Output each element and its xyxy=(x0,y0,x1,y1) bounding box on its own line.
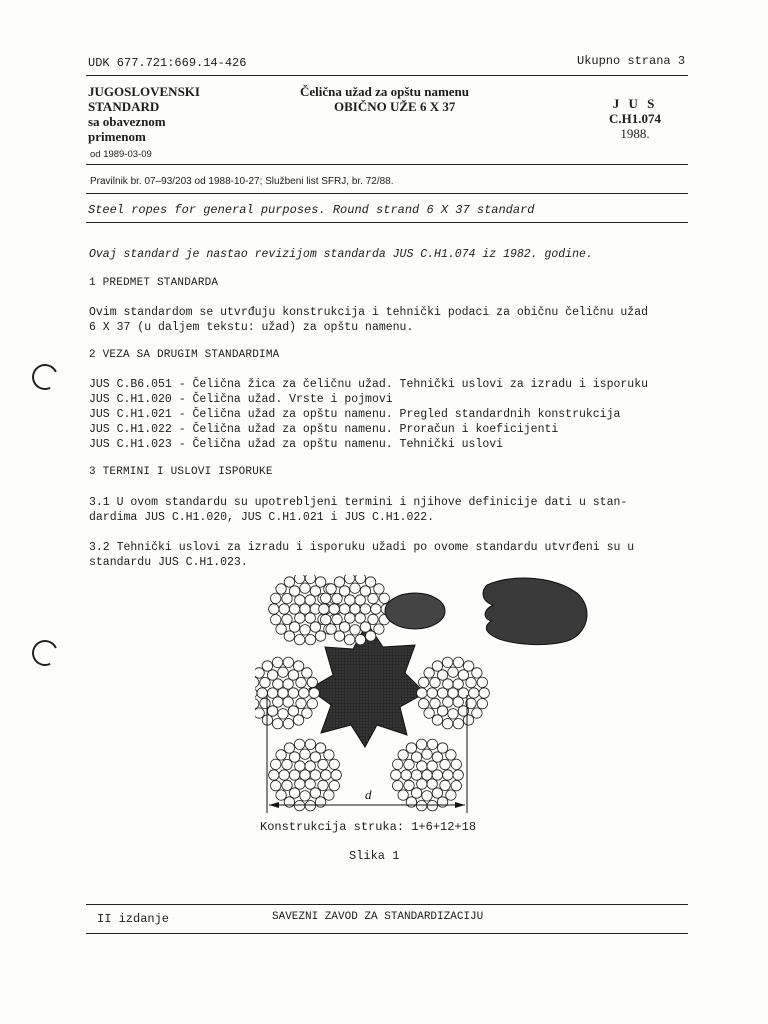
wire xyxy=(315,743,325,753)
wire xyxy=(419,699,429,709)
figure-caption: Slika 1 xyxy=(349,849,400,863)
wire xyxy=(300,625,310,635)
regulation-reference: Pravilnik br. 07–93/203 od 1988-10-27; Službeni list SFRJ, br. 72/88. xyxy=(90,176,394,187)
wire xyxy=(419,677,429,687)
wire xyxy=(309,688,319,698)
wire xyxy=(276,750,286,760)
wire xyxy=(477,677,487,687)
wire xyxy=(321,770,331,780)
dimension-arrow-left xyxy=(269,802,279,808)
wire xyxy=(437,743,447,753)
footer-top-rule xyxy=(86,904,688,905)
institute-name: SAVEZNI ZAVOD ZA STANDARDIZACIJU xyxy=(272,911,484,923)
wire xyxy=(446,750,456,760)
wire xyxy=(401,770,411,780)
footer-bottom-rule xyxy=(86,933,688,934)
wire xyxy=(284,743,294,753)
wire xyxy=(278,667,288,677)
strand xyxy=(269,739,342,811)
wire xyxy=(276,790,286,800)
section-3-heading: 3 TERMINI I USLOVI ISPORUKE xyxy=(89,466,273,478)
wire xyxy=(443,770,453,780)
wire xyxy=(321,615,331,625)
wire xyxy=(442,657,452,667)
wire xyxy=(334,577,344,587)
wire xyxy=(299,688,309,698)
wire xyxy=(427,739,437,749)
wire xyxy=(324,790,334,800)
issuer-line: sa obaveznom xyxy=(88,114,166,129)
wire xyxy=(305,635,315,645)
wire xyxy=(260,698,270,708)
header-mid-rule xyxy=(86,164,688,165)
section-1-heading: 1 PREDMET STANDARDA xyxy=(89,277,219,289)
effective-date: od 1989-03-09 xyxy=(90,149,152,160)
paragraph-line: 6 X 37 (u daljem tekstu: užad) za opštu namenu. xyxy=(89,321,414,334)
wire xyxy=(442,719,452,729)
wire xyxy=(278,709,288,719)
section-2-heading: 2 VEZA SA DRUGIM STANDARDIMA xyxy=(89,349,280,361)
wire xyxy=(479,688,489,698)
wire xyxy=(329,604,339,614)
wire xyxy=(279,770,289,780)
detached-strand xyxy=(385,593,445,629)
paragraph-line: 3.1 U ovom standardu su upotrebljeni termini i njihove definicije dati u stan- xyxy=(89,496,628,509)
wire xyxy=(255,708,264,718)
wire xyxy=(424,708,434,718)
reference-item: JUS C.H1.022 - Čelična užad za opštu namenu. Proračun i koeficijenti xyxy=(89,423,559,436)
paragraph-line: dardima JUS C.H1.020, JUS C.H1.021 i JUS C.H1.022. xyxy=(89,511,435,524)
title-line-2: OBIČNO UŽE 6 X 37 xyxy=(334,99,456,114)
wire xyxy=(477,699,487,709)
fiber-core xyxy=(309,623,425,747)
wire xyxy=(271,759,281,769)
total-pages: Ukupno strana 3 xyxy=(577,54,686,68)
wire xyxy=(318,759,328,769)
wire xyxy=(305,575,315,584)
wire xyxy=(271,593,281,603)
wire xyxy=(463,661,473,671)
wire xyxy=(393,781,403,791)
wire xyxy=(283,719,293,729)
wire xyxy=(300,583,310,593)
code-line: C.H1.074 xyxy=(609,111,661,126)
wire xyxy=(269,770,279,780)
wire xyxy=(305,739,315,749)
wire xyxy=(296,698,306,708)
paragraph-line: 3.2 Tehnički uslovi za izradu i isporuku užadi po ovome standardu utvrđeni su u xyxy=(89,541,635,554)
wire xyxy=(448,709,458,719)
wire xyxy=(453,770,463,780)
wire xyxy=(300,791,310,801)
wire xyxy=(282,780,292,790)
wire xyxy=(437,797,447,807)
wire xyxy=(300,749,310,759)
wire xyxy=(355,575,365,584)
header-rule-2 xyxy=(86,193,688,194)
wire xyxy=(321,593,331,603)
wire xyxy=(319,604,329,614)
wire xyxy=(404,759,414,769)
wire xyxy=(294,801,304,811)
wire xyxy=(398,750,408,760)
wire xyxy=(422,791,432,801)
wire xyxy=(293,715,303,725)
section-1-text xyxy=(89,305,648,335)
paragraph-3-2 xyxy=(89,540,634,570)
wire xyxy=(260,677,270,687)
wire xyxy=(315,631,325,641)
wire xyxy=(318,780,328,790)
wire xyxy=(294,635,304,645)
wire xyxy=(453,657,463,667)
wire xyxy=(293,661,303,671)
wire xyxy=(350,625,360,635)
wire xyxy=(282,614,292,624)
wire xyxy=(466,677,476,687)
wire xyxy=(282,593,292,603)
reference-item: JUS C.B6.051 - Čelična žica za čeličnu užad. Tehnički uslovi za izradu i isporuku xyxy=(89,378,648,391)
wire xyxy=(307,677,317,687)
wire xyxy=(284,577,294,587)
wire xyxy=(305,801,315,811)
reference-item: JUS C.H1.020 - Čelična užad. Vrste i pojmovi xyxy=(89,393,393,406)
wire xyxy=(255,688,257,698)
dimension-label: d xyxy=(365,787,372,802)
wire xyxy=(446,790,456,800)
edition: II izdanje xyxy=(97,912,170,926)
wire xyxy=(463,715,473,725)
rope-cross-section-figure xyxy=(255,575,605,815)
wire xyxy=(332,614,342,624)
wire xyxy=(416,739,426,749)
wire xyxy=(331,770,341,780)
wire xyxy=(424,668,434,678)
wire xyxy=(430,677,440,687)
wire xyxy=(284,797,294,807)
issuer-line: JUGOSLOVENSKI xyxy=(88,84,200,99)
wire xyxy=(326,624,336,634)
wire xyxy=(302,668,312,678)
wire xyxy=(365,577,375,587)
wire xyxy=(451,781,461,791)
reference-item: JUS C.H1.023 - Čelična užad za opštu namenu. Tehnički uslovi xyxy=(89,438,504,451)
wire xyxy=(350,583,360,593)
header-top-rule xyxy=(86,75,688,76)
wire xyxy=(262,661,272,671)
wire xyxy=(272,719,282,729)
code-line: 1988. xyxy=(620,126,650,141)
wire xyxy=(272,657,282,667)
punch-hole-bottom xyxy=(28,636,61,669)
wire xyxy=(255,699,259,709)
wire xyxy=(334,631,344,641)
wire xyxy=(271,781,281,791)
wire xyxy=(440,780,450,790)
wire xyxy=(315,797,325,807)
wire xyxy=(269,604,279,614)
wire xyxy=(472,668,482,678)
wire xyxy=(432,715,442,725)
wire xyxy=(276,624,286,634)
reference-list xyxy=(89,377,648,452)
wire xyxy=(472,708,482,718)
wire xyxy=(448,667,458,677)
code-line: J U S xyxy=(612,96,658,111)
title-line-1: Čelična užad za opštu namenu xyxy=(300,84,470,99)
wire xyxy=(365,631,375,641)
document-title xyxy=(300,84,469,114)
wire xyxy=(430,698,440,708)
strand xyxy=(417,657,490,729)
reference-item: JUS C.H1.021 - Čelična užad za opštu namenu. Pregled standardnih konstrukcija xyxy=(89,408,621,421)
wire xyxy=(344,635,354,645)
strand xyxy=(255,657,319,729)
paragraph-line: Ovim standardom se utvrđuju konstrukcija i tehnički podaci za običnu čeličnu užad xyxy=(89,306,648,319)
punch-hole-top xyxy=(28,360,61,393)
wire xyxy=(469,688,479,698)
wire xyxy=(279,604,289,614)
wire xyxy=(416,801,426,811)
wire xyxy=(271,615,281,625)
udk-code: UDK 677.721:669.14-426 xyxy=(88,56,247,70)
wire xyxy=(315,577,325,587)
wire xyxy=(368,614,378,624)
wire xyxy=(422,749,432,759)
wire xyxy=(294,739,304,749)
header-rule-3 xyxy=(86,222,688,223)
wire xyxy=(451,759,461,769)
wire xyxy=(302,708,312,718)
wire xyxy=(453,719,463,729)
wire xyxy=(406,743,416,753)
issuer-line: primenom xyxy=(88,129,146,144)
wire xyxy=(393,759,403,769)
wire xyxy=(332,593,342,603)
wire xyxy=(432,661,442,671)
wire xyxy=(440,759,450,769)
wire xyxy=(427,801,437,811)
wire xyxy=(379,593,389,603)
wire xyxy=(284,631,294,641)
wire xyxy=(398,790,408,800)
wire xyxy=(427,688,437,698)
paragraph-3-1 xyxy=(89,495,627,525)
issuer-line: STANDARD xyxy=(88,99,160,114)
issuer-block xyxy=(88,84,200,144)
wire xyxy=(294,575,304,584)
wire xyxy=(307,699,317,709)
wire xyxy=(406,797,416,807)
wire xyxy=(355,635,365,645)
wire xyxy=(282,759,292,769)
strand xyxy=(319,575,392,645)
wire xyxy=(391,770,401,780)
wire xyxy=(417,688,427,698)
paragraph-line: standardu JUS C.H1.023. xyxy=(89,556,248,569)
english-title: Steel ropes for general purposes. Round strand 6 X 37 standard xyxy=(88,203,535,217)
wire xyxy=(326,584,336,594)
standard-code xyxy=(590,96,680,141)
wire xyxy=(368,593,378,603)
dimension-arrow-right xyxy=(455,802,465,808)
intro-text: Ovaj standard je nastao revizijom standarda JUS C.H1.074 iz 1982. godine. xyxy=(89,248,593,261)
wire xyxy=(329,759,339,769)
wire xyxy=(371,604,381,614)
wire xyxy=(374,584,384,594)
construction-label: Konstrukcija struka: 1+6+12+18 xyxy=(260,820,477,834)
wire xyxy=(296,677,306,687)
fiber-bundle xyxy=(483,578,587,645)
wire xyxy=(255,677,259,687)
wire xyxy=(329,781,339,791)
wire xyxy=(374,624,384,634)
wire xyxy=(404,780,414,790)
wire xyxy=(324,750,334,760)
wire xyxy=(283,657,293,667)
strand xyxy=(391,739,464,811)
wire xyxy=(276,584,286,594)
wire xyxy=(344,575,354,584)
wire xyxy=(257,688,267,698)
